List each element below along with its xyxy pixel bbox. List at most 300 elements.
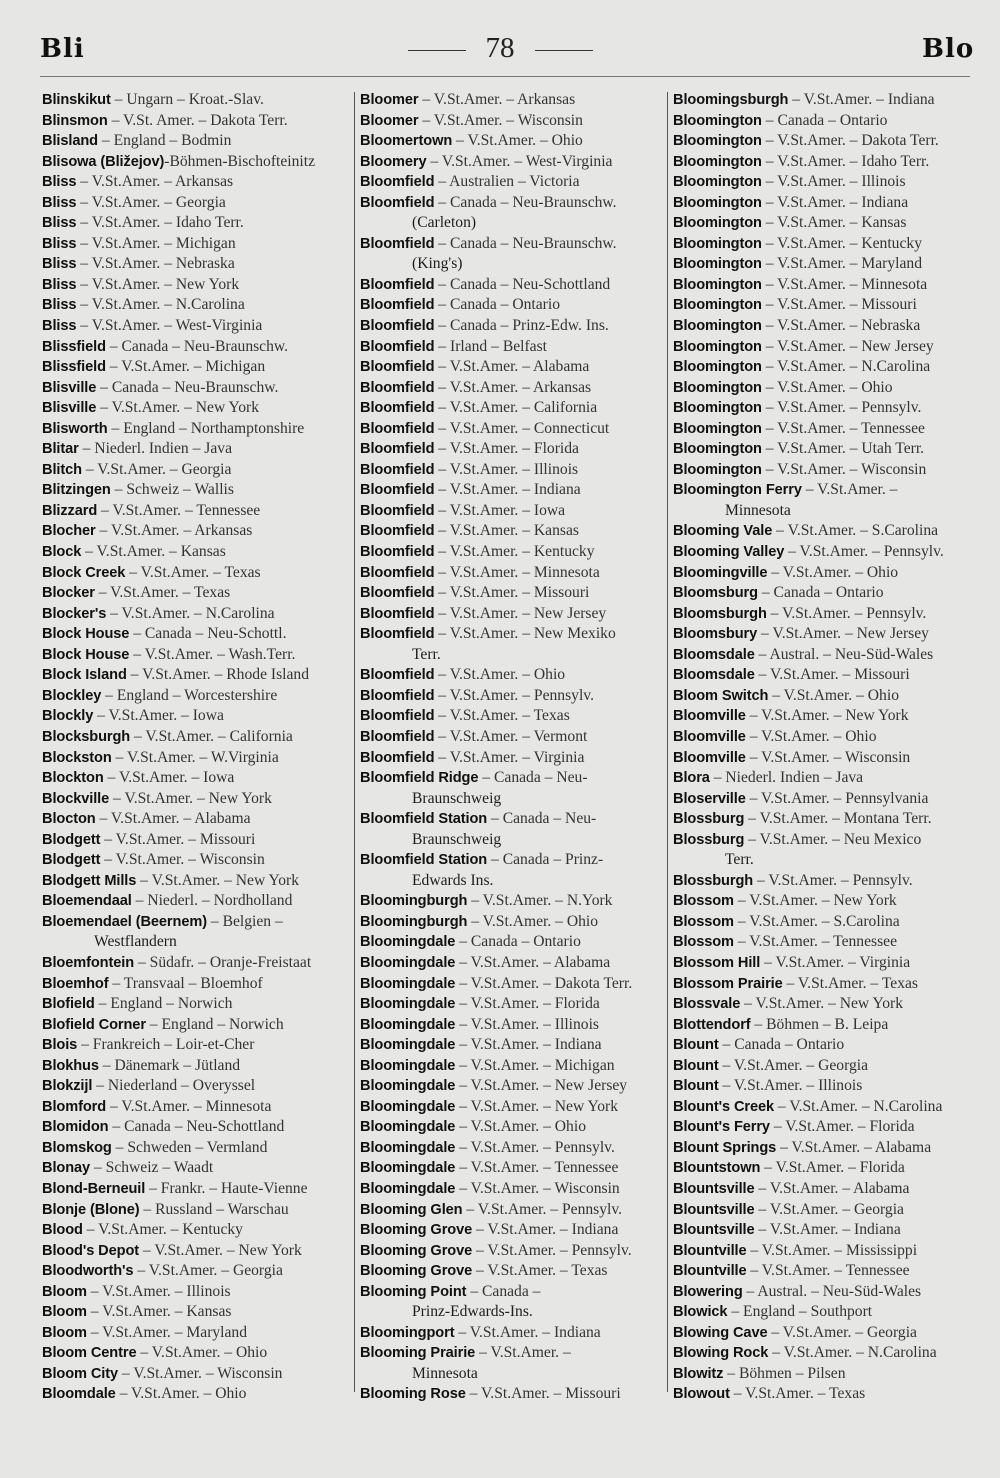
place-location: – Austral. – Neu-Süd-Wales xyxy=(754,645,934,663)
place-location: – V.St.Amer. – Connecticut xyxy=(434,419,610,437)
column-divider-1 xyxy=(354,92,355,1392)
place-name: Bliss xyxy=(42,235,77,252)
gazetteer-entry xyxy=(673,1323,973,1344)
gazetteer-entry xyxy=(673,1220,973,1241)
gazetteer-entry xyxy=(673,1138,973,1159)
gazetteer-entry xyxy=(42,1097,342,1118)
place-location: – V.St.Amer. – Florida xyxy=(434,440,579,458)
gazetteer-entry xyxy=(673,1384,973,1405)
place-name: Bloomfield xyxy=(360,482,435,499)
page-header xyxy=(0,28,1000,76)
gazetteer-entry xyxy=(673,974,973,995)
place-name: Bloomfield xyxy=(360,420,435,437)
gazetteer-entry xyxy=(673,1282,973,1303)
gazetteer-entry xyxy=(42,583,342,604)
entry-continuation: Terr. xyxy=(725,851,754,869)
place-location: – V.St.Amer. – Neu Mexico xyxy=(744,830,922,848)
place-name: Bloomington xyxy=(673,194,762,211)
place-name: Blount xyxy=(673,1057,719,1074)
place-location: – V.St.Amer. – Michigan xyxy=(455,1056,615,1074)
place-name: Bloomfield Ridge xyxy=(360,770,479,787)
entry-continuation: Prinz-Edwards-Ins. xyxy=(412,1303,533,1321)
place-location: – V.St.Amer. – Georgia xyxy=(81,460,232,478)
place-name: Blockville xyxy=(42,790,110,807)
place-name: Blowitz xyxy=(673,1365,724,1382)
place-name: Bloomfield xyxy=(360,379,435,396)
place-name: Blood's Depot xyxy=(42,1242,140,1259)
gazetteer-entry xyxy=(360,131,658,152)
gazetteer-entry xyxy=(42,193,342,214)
gazetteer-entry xyxy=(360,1117,658,1138)
place-location: – V.St.Amer. – Tennessee xyxy=(746,1262,910,1280)
gazetteer-entry xyxy=(360,1282,658,1303)
gazetteer-entry xyxy=(360,1097,658,1118)
gazetteer-entry xyxy=(360,90,658,111)
place-name: Bloomington xyxy=(673,215,762,232)
place-location: – V.St.Amer. – W.Virginia xyxy=(111,748,279,766)
gazetteer-column-1 xyxy=(42,90,342,1405)
place-location: – V.St.Amer. – Pennsylv. xyxy=(462,1200,623,1218)
place-name: Bloom Switch xyxy=(673,687,769,704)
gazetteer-entry xyxy=(42,871,342,892)
gazetteer-entry xyxy=(360,111,658,132)
gazetteer-entry xyxy=(360,378,658,399)
place-name: Bloomer xyxy=(360,112,419,129)
place-name: Bloomfield xyxy=(360,523,435,540)
place-location: – V.St.Amer. – Indiana xyxy=(454,1323,601,1341)
place-name: Blisowa (Bližejov) xyxy=(42,153,165,170)
place-location: – Schweiz – Wallis xyxy=(110,481,234,499)
place-location: – V.St.Amer. – New York xyxy=(733,892,897,910)
gazetteer-entry xyxy=(673,172,973,193)
place-location: – V.St.Amer. – Georgia xyxy=(767,1323,917,1341)
place-location: – V.St.Amer. – Idaho Terr. xyxy=(761,152,930,170)
place-name: Blountsville xyxy=(673,1180,755,1197)
gazetteer-entry xyxy=(673,953,973,974)
gazetteer-entry xyxy=(42,90,342,111)
gazetteer-entry xyxy=(42,460,342,481)
place-name: Blooming Grove xyxy=(360,1242,473,1259)
place-location: – Canada – Neu-Schottland xyxy=(108,1118,285,1136)
place-location: – V.St.Amer. – Illinois xyxy=(86,1282,231,1300)
place-name: Bloomingsburgh xyxy=(673,92,789,108)
place-location: – Südafr. – Oranje-Freistaat xyxy=(134,953,312,971)
place-location: – V.St.Amer. – Tennessee xyxy=(761,419,925,437)
place-name: Blodgett Mills xyxy=(42,872,137,889)
gazetteer-column-3 xyxy=(673,90,973,1405)
place-name: Blocker xyxy=(42,585,95,602)
place-location: – V.St.Amer. – New Jersey xyxy=(761,337,934,355)
entry-continuation: Westflandern xyxy=(94,933,177,951)
place-location: – V.St.Amer. – Alabama xyxy=(455,953,611,971)
entry-continuation: Edwards Ins. xyxy=(412,871,494,889)
place-location: – V.St.Amer. – Illinois xyxy=(761,173,906,191)
gazetteer-entry xyxy=(673,686,973,707)
place-location: – V.St.Amer. – N.Carolina xyxy=(768,1344,937,1362)
place-location: – England – Worcestershire xyxy=(101,686,278,704)
gazetteer-entry xyxy=(42,357,342,378)
place-location: – V.St.Amer. – Tennessee xyxy=(733,933,898,951)
place-location: – V.St.Amer. – Pennsylvania xyxy=(745,789,929,807)
place-name: Bloomington xyxy=(673,153,762,170)
place-name: Blount's Ferry xyxy=(673,1119,770,1136)
gazetteer-entry xyxy=(673,295,973,316)
gazetteer-entry xyxy=(673,1158,973,1179)
place-name: Blofield xyxy=(42,996,95,1013)
place-name: Block House xyxy=(42,626,130,643)
place-name: Blitzingen xyxy=(42,482,111,499)
place-location: – V.St.Amer. – N.Carolina xyxy=(774,1097,943,1115)
gazetteer-entry xyxy=(360,1241,658,1262)
gazetteer-entry xyxy=(42,521,342,542)
gazetteer-entry xyxy=(42,398,342,419)
gazetteer-entry xyxy=(42,1179,342,1200)
place-name: Blottendorf xyxy=(673,1016,751,1033)
place-location: – Canada – Ontario xyxy=(718,1036,845,1054)
place-name: Bloomington Ferry xyxy=(673,482,802,499)
place-name: Bloomfield xyxy=(360,605,435,622)
place-location: – Canada – Neu- xyxy=(487,810,597,828)
gazetteer-entry xyxy=(360,1220,658,1241)
gazetteer-entry xyxy=(42,706,342,727)
gazetteer-entry xyxy=(42,172,342,193)
gazetteer-entry xyxy=(42,850,342,871)
gazetteer-entry xyxy=(360,706,658,727)
place-name: Blinsmon xyxy=(42,112,108,129)
place-name: Bloomfield xyxy=(360,297,435,314)
gazetteer-entry xyxy=(42,419,342,440)
place-location: – V.St.Amer. – Arkansas xyxy=(418,91,576,108)
place-name: Bloomington xyxy=(673,297,762,314)
gazetteer-entry xyxy=(673,1056,973,1077)
gazetteer-entry xyxy=(360,665,658,686)
place-name: Bloomingburgh xyxy=(360,893,468,910)
gazetteer-entry xyxy=(673,1200,973,1221)
place-location: – Schweden – Vermland xyxy=(111,1138,268,1156)
place-location: – V.St.Amer. – Florida xyxy=(455,995,600,1013)
place-location: – V.St.Amer. – Vermont xyxy=(434,727,588,745)
place-name: Bloomingdale xyxy=(360,1078,456,1095)
place-location: – V.St.Amer. – Wisconsin xyxy=(418,111,583,129)
gazetteer-entry xyxy=(360,1343,658,1364)
gazetteer-entry xyxy=(673,131,973,152)
place-name: Bloom xyxy=(42,1283,87,1300)
place-name: Bloomington xyxy=(673,400,762,417)
gazetteer-entry xyxy=(360,460,658,481)
place-location: – V.St.Amer. – Kentucky xyxy=(434,543,595,561)
place-location: – V.St.Amer. – New York xyxy=(455,1097,619,1115)
place-location: – V.St.Amer. – New Jersey xyxy=(455,1077,628,1095)
place-name: Blossom xyxy=(673,934,734,951)
place-name: Bloomington xyxy=(673,359,762,376)
gazetteer-entry xyxy=(360,748,658,769)
gazetteer-entry xyxy=(42,830,342,851)
place-name: Blisland xyxy=(42,133,98,150)
place-name: Bloomfield xyxy=(360,441,435,458)
place-location: – V.St.Amer. – New York xyxy=(745,707,909,725)
place-name: Blinskikut xyxy=(42,92,111,108)
gazetteer-entry xyxy=(42,213,342,234)
gazetteer-entry xyxy=(360,994,658,1015)
gazetteer-entry xyxy=(673,398,973,419)
place-location: – V.St.Amer. – Alabama xyxy=(95,810,251,828)
place-name: Blooming Grove xyxy=(360,1222,473,1239)
place-location: – V.St.Amer. – Alabama xyxy=(754,1179,910,1197)
place-name: Bloomfield xyxy=(360,564,435,581)
place-name: Bloomfield Station xyxy=(360,811,488,828)
place-name: Blossom Hill xyxy=(673,954,761,971)
place-location: – Russland – Warschau xyxy=(139,1200,289,1218)
gazetteer-entry xyxy=(673,994,973,1015)
place-name: Blooming Vale xyxy=(673,523,773,540)
place-name: Blois xyxy=(42,1037,78,1054)
gazetteer-entry xyxy=(42,604,342,625)
place-name: Blockston xyxy=(42,749,112,766)
place-location: – V.St.Amer. – Indiana xyxy=(455,1036,602,1054)
gazetteer-entry xyxy=(42,501,342,522)
gazetteer-entry xyxy=(360,193,658,214)
place-name: Bloomington xyxy=(673,338,762,355)
place-location: – V.St.Amer. – New York xyxy=(740,995,904,1013)
place-name: Blountville xyxy=(673,1242,747,1259)
place-name: Bloomfield xyxy=(360,626,435,643)
column-divider-2 xyxy=(667,92,668,1392)
gazetteer-entry xyxy=(42,1056,342,1077)
gazetteer-entry xyxy=(673,378,973,399)
place-name: Bloomfield Station xyxy=(360,852,488,869)
place-location: – V.St.Amer. – Kentucky xyxy=(82,1221,243,1239)
place-name: Bloomer xyxy=(360,92,419,108)
entry-continuation: Braunschweig xyxy=(412,830,502,848)
gazetteer-entry xyxy=(360,686,658,707)
place-name: Bloomington xyxy=(673,276,762,293)
gazetteer-entry xyxy=(673,275,973,296)
gazetteer-entry xyxy=(42,1035,342,1056)
entry-continuation: Minnesota xyxy=(725,501,791,519)
gazetteer-entry xyxy=(42,1364,342,1385)
place-location: – V.St.Amer. – Ohio xyxy=(761,378,893,396)
place-name: Bliss xyxy=(42,276,77,293)
place-location: – V.St.Amer. – Indiana xyxy=(434,481,581,499)
place-location: – V.St.Amer. – Rhode Island xyxy=(126,666,310,684)
gazetteer-entry xyxy=(673,1015,973,1036)
gazetteer-entry xyxy=(673,932,973,953)
gazetteer-entry xyxy=(673,809,973,830)
gazetteer-entry xyxy=(360,295,658,316)
place-location: – V.St.Amer. – New York xyxy=(96,399,260,417)
place-location: – V.St.Amer. – Texas xyxy=(434,707,570,725)
place-name: Blossburgh xyxy=(673,872,754,889)
gazetteer-entry xyxy=(673,1261,973,1282)
gazetteer-entry xyxy=(360,912,658,933)
place-location: – V.St.Amer. – Arkansas xyxy=(434,378,592,396)
gazetteer-entry xyxy=(360,1200,658,1221)
place-name: Bloomington xyxy=(673,174,762,191)
place-location: – V.St.Amer. – Texas xyxy=(782,974,918,992)
gazetteer-entry xyxy=(360,398,658,419)
place-location: – V.St.Amer. – Minnesota xyxy=(434,563,600,581)
gazetteer-entry xyxy=(673,316,973,337)
running-head-left: Bli xyxy=(40,34,85,64)
gazetteer-entry xyxy=(673,460,973,481)
place-name: Bloserville xyxy=(673,790,746,807)
place-name: Blocton xyxy=(42,811,96,828)
gazetteer-entry xyxy=(360,1179,658,1200)
gazetteer-entry xyxy=(360,1384,658,1405)
place-name: Bloomertown xyxy=(360,133,453,150)
place-location: – Canada – Neu-Braunschw. xyxy=(105,337,289,355)
gazetteer-entry xyxy=(42,645,342,666)
place-name: Bloom xyxy=(42,1304,87,1321)
page-number-block xyxy=(0,32,1000,65)
gazetteer-entry xyxy=(360,501,658,522)
place-location: – V.St.Amer. – Nebraska xyxy=(761,317,921,335)
gazetteer-entry xyxy=(673,1035,973,1056)
gazetteer-entry xyxy=(673,706,973,727)
gazetteer-entry xyxy=(673,1117,973,1138)
gazetteer-entry xyxy=(42,1261,342,1282)
place-name: Blooming Rose xyxy=(360,1386,466,1403)
gazetteer-entry xyxy=(673,90,973,111)
place-location: – Canada – Prinz- xyxy=(487,851,604,869)
place-location: – V.St.Amer. – Ohio xyxy=(115,1385,247,1403)
place-location: – V.St.Amer. – Texas xyxy=(729,1385,866,1403)
place-location: – V.St.Amer. – N.York xyxy=(467,892,613,910)
gazetteer-entry xyxy=(673,871,973,892)
place-location: – V.St.Amer. – S.Carolina xyxy=(733,912,900,930)
gazetteer-entry xyxy=(673,152,973,173)
place-location: – V.St.Amer. – New York xyxy=(139,1241,302,1259)
gazetteer-entry xyxy=(673,1241,973,1262)
place-name: Bloomfield xyxy=(360,502,435,519)
place-location: – Canada – Neu-Braunschw. xyxy=(434,234,617,252)
gazetteer-entry xyxy=(42,768,342,789)
gazetteer-entry xyxy=(673,604,973,625)
gazetteer-entry xyxy=(673,419,973,440)
gazetteer-entry xyxy=(42,542,342,563)
place-name: Blisville xyxy=(42,379,97,396)
gazetteer-entry xyxy=(360,1035,658,1056)
place-location: – V.St.Amer. – Maryland xyxy=(86,1323,248,1341)
place-location: – England – Norwich xyxy=(145,1015,284,1033)
gazetteer-entry xyxy=(42,234,342,255)
gazetteer-entry xyxy=(360,932,658,953)
place-location: – Canada – Ontario xyxy=(434,296,560,314)
gazetteer-entry xyxy=(673,542,973,563)
place-location: – Canada – Ontario xyxy=(761,111,888,129)
place-location: – V.St.Amer. – Wash.Terr. xyxy=(129,645,296,663)
place-name: Bliss xyxy=(42,194,77,211)
gazetteer-entry xyxy=(360,1261,658,1282)
place-location: – V.St.Amer. – Florida xyxy=(769,1118,915,1136)
place-name: Bloomfield xyxy=(360,585,435,602)
gazetteer-entry xyxy=(42,1302,342,1323)
place-location: – V.St.Amer. – Georgia xyxy=(754,1200,904,1218)
place-name: Bloomfield xyxy=(360,667,435,684)
place-name: Blountsville xyxy=(673,1201,755,1218)
gazetteer-entry xyxy=(360,809,658,830)
place-location: – V.St.Amer. – Iowa xyxy=(93,707,224,725)
place-name: Blowick xyxy=(673,1304,728,1321)
place-name: Blonay xyxy=(42,1160,91,1177)
place-name: Bloomington xyxy=(673,441,762,458)
gazetteer-entry xyxy=(42,1343,342,1364)
gazetteer-entry xyxy=(360,419,658,440)
place-location: – V.St.Amer. – Pennsylv. xyxy=(472,1241,632,1259)
place-location: – V.St.Amer. – Alabama xyxy=(776,1138,932,1156)
gazetteer-entry xyxy=(360,172,658,193)
place-location: – V.St.Amer. – Pennsylv. xyxy=(761,399,922,417)
place-name: Blockly xyxy=(42,708,94,725)
place-location: – Canada – Neu- xyxy=(478,769,588,787)
place-location: – V.St.Amer. – xyxy=(475,1344,571,1362)
gazetteer-entry xyxy=(42,1384,342,1405)
gazetteer-entry xyxy=(360,1158,658,1179)
place-location: – V.St.Amer. – Wisconsin xyxy=(118,1364,283,1382)
place-location: – Canada – xyxy=(466,1282,541,1300)
place-location: – Dänemark – Jütland xyxy=(98,1056,241,1074)
place-name: Blizzard xyxy=(42,502,98,519)
gazetteer-entry xyxy=(42,953,342,974)
gazetteer-entry xyxy=(42,1241,342,1262)
gazetteer-entry xyxy=(42,275,342,296)
gazetteer-entry xyxy=(42,439,342,460)
place-name: Bloemendaal xyxy=(42,893,132,910)
place-location: – V.St.Amer. – N.Carolina xyxy=(106,604,275,622)
place-location: – V.St.Amer. – Illinois xyxy=(718,1077,863,1095)
gazetteer-entry xyxy=(360,1076,658,1097)
place-location: – V.St.Amer. – New York xyxy=(109,789,272,807)
gazetteer-entry xyxy=(360,953,658,974)
place-name: Bloomingdale xyxy=(360,1160,456,1177)
place-location: – V.St.Amer. – West-Virginia xyxy=(76,317,263,335)
gazetteer-entry xyxy=(42,974,342,995)
place-name: Bloomingdale xyxy=(360,996,456,1013)
place-name: Blooming Prairie xyxy=(360,1345,476,1362)
gazetteer-entry xyxy=(42,111,342,132)
gazetteer-entry xyxy=(42,480,342,501)
gazetteer-column-2 xyxy=(360,90,658,1405)
gazetteer-entry xyxy=(360,152,658,173)
place-name: Bloomingdale xyxy=(360,1057,456,1074)
place-name: Blomskog xyxy=(42,1139,112,1156)
gazetteer-entry xyxy=(673,1076,973,1097)
gazetteer-entry xyxy=(360,480,658,501)
gazetteer-entry xyxy=(673,563,973,584)
place-name: Blisville xyxy=(42,400,97,417)
place-name: Bloomingport xyxy=(360,1324,455,1341)
place-name: Bloomfield xyxy=(360,276,435,293)
place-name: Bloomington xyxy=(673,318,762,335)
place-location: -Böhmen-Bischofteinitz xyxy=(164,152,315,170)
place-location: – V.St.Amer. – Kansas xyxy=(434,522,579,540)
header-rule xyxy=(40,76,970,77)
place-name: Bloomfield xyxy=(360,318,435,335)
place-name: Blount Springs xyxy=(673,1139,777,1156)
place-name: Bloomingdale xyxy=(360,1139,456,1156)
place-location: – England – Southport xyxy=(727,1303,873,1321)
place-location: – Niederl. Indien – Java xyxy=(78,440,233,458)
gazetteer-entry xyxy=(673,1364,973,1385)
place-name: Bloomingdale xyxy=(360,975,456,992)
place-name: Bliss xyxy=(42,318,77,335)
gazetteer-entry xyxy=(42,1138,342,1159)
place-location: – V.St.Amer. – xyxy=(801,481,898,499)
place-name: Blodgett xyxy=(42,831,101,848)
gazetteer-entry xyxy=(673,1097,973,1118)
place-name: Bloomfield xyxy=(360,749,435,766)
gazetteer-entry xyxy=(360,234,658,255)
